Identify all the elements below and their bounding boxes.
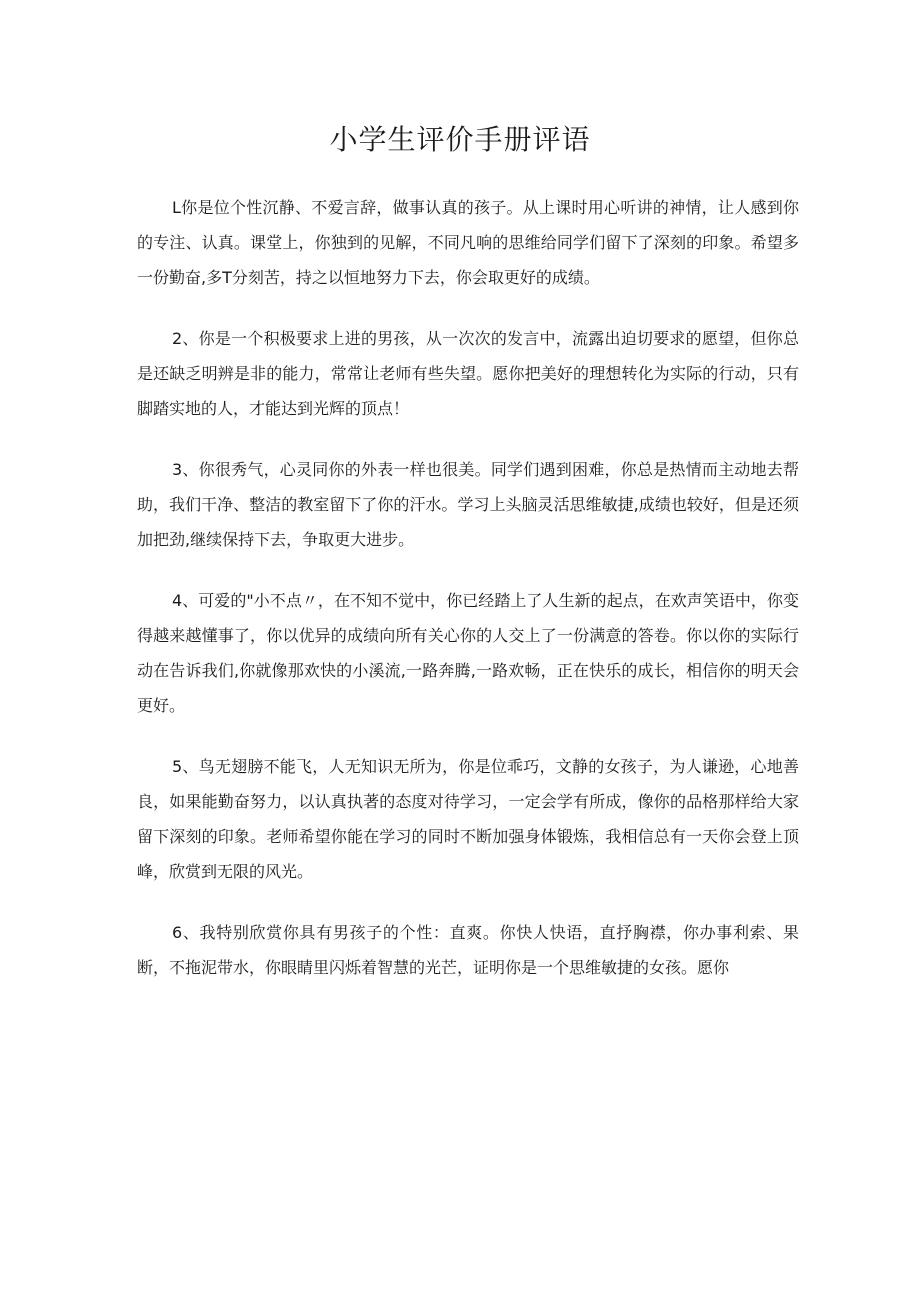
comment-paragraph-5: 5、鸟无翅膀不能飞，人无知识无所为，你是位乖巧，文静的女孩子，为人谦逊，心地善良，如果能勤奋努力，以认真执著的态度对待学习，一定会学有所成，像你的品格那样给大家留下深刻的印象。老师希望你能在学习的同时不断加强身体锻炼，我相信总有一天你会登上顶峰，欣赏到无限的风光。 — [137, 757, 799, 881]
comment-paragraph-3: 3、你很秀气，心灵同你的外表一样也很美。同学们遇到困难，你总是热情而主动地去帮助，我们干净、整洁的教室留下了你的汗水。学习上头脑灵活思维敏捷,成绩也较好，但是还须加把劲,继续保持下去，争取更大进步。 — [137, 460, 799, 549]
comment-paragraph-4: 4、可爱的"小不点〃，在不知不觉中，你已经踏上了人生新的起点，在欢声笑语中，你变得越来越懂事了，你以优异的成绩向所有关心你的人交上了一份满意的答卷。你以你的实际行动在告诉我们,你就像那欢快的小溪流,一路奔腾,一路欢畅，正在快乐的成长，相信你的明天会更好。 — [137, 591, 799, 715]
comment-paragraph-6: 6、我特别欣赏你具有男孩子的个性：直爽。你快人快语，直抒胸襟，你办事利索、果断，不拖泥带水，你眼睛里闪烁着智慧的光芒，证明你是一个思维敏捷的女孩。愿你 — [137, 923, 799, 977]
document-body — [137, 190, 799, 1011]
document-title: 小学生评价手册评语 — [329, 123, 591, 156]
comment-paragraph-2: 2、你是一个积极要求上进的男孩，从一次次的发言中，流露出迫切要求的愿望，但你总是还缺乏明辨是非的能力，常常让老师有些失望。愿你把美好的理想转化为实际的行动，只有脚踏实地的人，才能达到光辉的顶点！ — [137, 329, 799, 418]
comment-paragraph-1: L你是位个性沉静、不爱言辞，做事认真的孩子。从上课时用心听讲的神情，让人感到你的专注、认真。课堂上，你独到的见解，不同凡响的思维给同学们留下了深刻的印象。希望多一份勤奋,多T分刻苦，持之以恒地努力下去，你会取更好的成绩。 — [137, 198, 799, 287]
